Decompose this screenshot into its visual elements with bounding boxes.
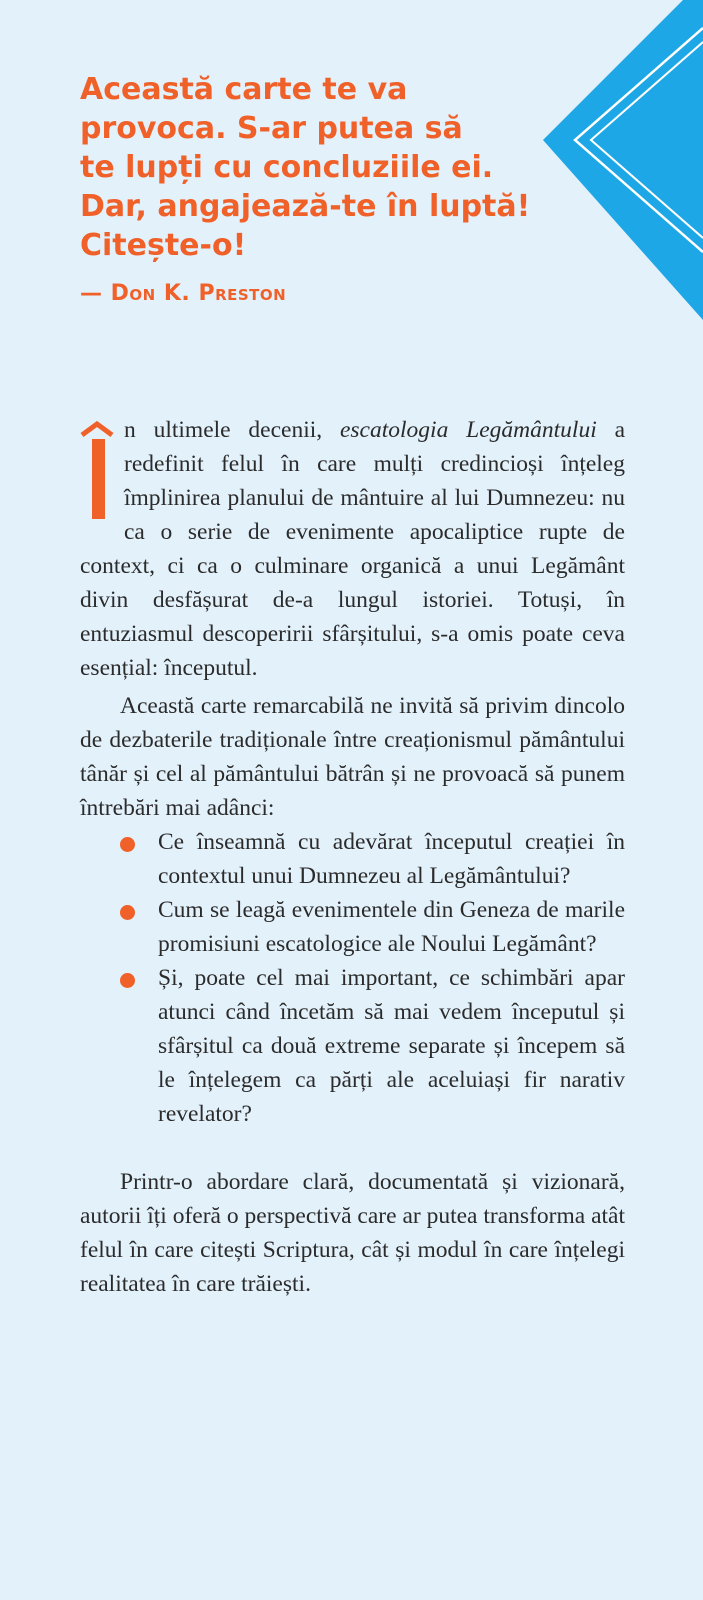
pull-quote — [80, 70, 600, 306]
paragraph-invitation: Această carte remarcabilă ne invită să privim dincolo de dezbaterile tradiționale între creaționismul pământului tânăr și cel al pământului bătrân și ne provoacă să punem întrebări mai adânci: — [80, 693, 625, 821]
questions-list — [80, 825, 625, 1131]
paragraph-closing: Printr-o abordare clară, documentată și vizionară, autorii îți oferă o perspectivă care ar putea transforma atât felul în care citești Scriptura, cât și modul în care înțelegi realitatea în care trăiești. — [80, 1169, 625, 1297]
body-text — [80, 413, 625, 1301]
list-item — [80, 825, 625, 893]
bullet-dot-icon — [120, 905, 135, 920]
list-item-text: Cum se leagă evenimentele din Geneza de marile promisiuni escatologice ale Noului Legământ? — [158, 897, 625, 957]
bullet-dot-icon — [120, 973, 135, 988]
list-item — [80, 961, 625, 1131]
italic-term: escatologia Legământului — [339, 417, 597, 443]
paragraph-intro — [80, 413, 625, 685]
drop-cap — [80, 421, 114, 519]
list-item-text: Și, poate cel mai important, ce schimbări apar atunci când încetăm să mai vedem începutul și sfârșitul ca două extreme separate și începem să le înțelegem ca părți ale aceluiași fir narativ revelator? — [158, 965, 625, 1127]
list-item — [80, 893, 625, 961]
quote-author: — Don K. Preston — [80, 281, 287, 306]
paragraph-intro-rest: a redefinit felul în care mulți credincioși înțeleg împlinirea planului de mântuire al lui Dumnezeu: nu ca o serie de evenimente apocaliptice rupte de context, ci ca o culminare organică a unui Legământ divin desfășurat de-a lungul istoriei. Totuși, în entuziasmul descoperirii sfârșitului, s-a omis poate ceva esențial: începutul. — [80, 417, 625, 681]
quote-text: Această carte te va provoca. S-ar putea să te lupți cu concluziile ei. Dar, angajează-te în luptă! Citește-o! — [80, 72, 531, 263]
list-item-text: Ce înseamnă cu adevărat începutul creației în contextul unui Dumnezeu al Legământului? — [158, 829, 625, 889]
bullet-dot-icon — [120, 837, 135, 852]
paragraph-intro-start: n ultimele decenii, — [124, 417, 340, 443]
